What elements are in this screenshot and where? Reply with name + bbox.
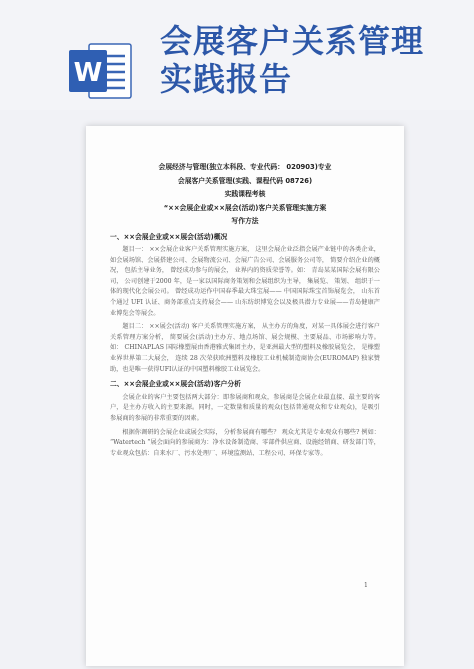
course-line-1: 会展经济与管理(独立本科段、专业代码： 020903)专业 [158,163,332,171]
course-line-2: 会展客户关系管理(实践、课程代码 08726) [177,176,313,185]
page-number: 1 [364,582,368,589]
section-heading-1: 一、××会展企业或××展会(活动)概况 [110,232,228,241]
svg-text:W: W [73,58,103,88]
paragraph-4: 根据你调研的会展企业或展会实际， 分析参展商有哪些？ 观众尤其是专业观众有哪些? 例如： “Watertech ”展会面向的参展商为：净水设备制造商、零部件供应商、设施经销商、研发部门等，专业观众包括：自来水厂、污水处理厂、环境监测站、工程公司、环保专家等。 [110,428,380,457]
word-icon [67,40,133,102]
document-subtitle: 写作方法 [231,217,259,225]
header-banner [0,0,474,110]
document-body [110,162,380,462]
paragraph-1: 题目一： ××会展企业客户关系管理实施方案， 这里会展企业泛指会展产业链中的各类企业，如会展场馆、会展搭建公司、会展物流公司、会展广告公司、会展服务公司等， 简要介绍企业的概况， 包括主导业务， 曾经成功参与的展会， 业界内的资质荣誉等。如： 青岛某某国际会展有限公司， 公司创建于2000 年，是一家以国际商务策划和会展组织为主导， 集展览、 策划、 组织于一体的现代化会展公司。 曾经成功运作中国春季最大珠宝展—— 中国国际珠宝首饰展览会， 山东首个通过 UFI 认证、商务部重点支持展会—— 山东纺织博览会以及极具潜力专业展——青岛健康产业博览会等展会。 [110,246,380,317]
section-heading-2: 二、××会展企业或××展会(活动)客户分析 [110,380,241,389]
course-line-3: 实践课程考核 [224,190,266,198]
document-preview[interactable] [86,126,404,666]
document-title: “××会展企业或××展会(活动)客户关系管理实施方案 [163,203,327,212]
title-line-1: 会展客户关系管理 [160,22,425,60]
paragraph-3: 会展企业的客户主要包括两大部分：即参展商和观众，参展商是会展企业最直接、最主要的客户，是主办方收入的主要来源。同时，一定数量和质量的观众(包括普通观众和专业观众)，是吸引参展商的参展的非常重要的因素。 [110,393,380,422]
page-title [160,22,460,98]
paragraph-2: 题目二： ××展会(活动) 客户关系管理实施方案， 从主办方的角度，对某一具体展会进行客户关系管理方案分析， 简要展会(活动)主办方、地点场馆、展会规模、主要展品、市场影响力等。 如： CHINAPLAS 国际橡塑展由香港雅式集团主办，是亚洲最大型的塑料及橡胶展览会， 是橡塑业界世界第二大展会， 连续 28 次荣获欧洲塑料及橡胶工业机械制造商协会(EUROMAP) 独家赞助，也是唯一获得UFI认证的中国塑料橡胶工业展览会。 [110,323,380,373]
title-line-2: 实践报告 [160,60,293,98]
